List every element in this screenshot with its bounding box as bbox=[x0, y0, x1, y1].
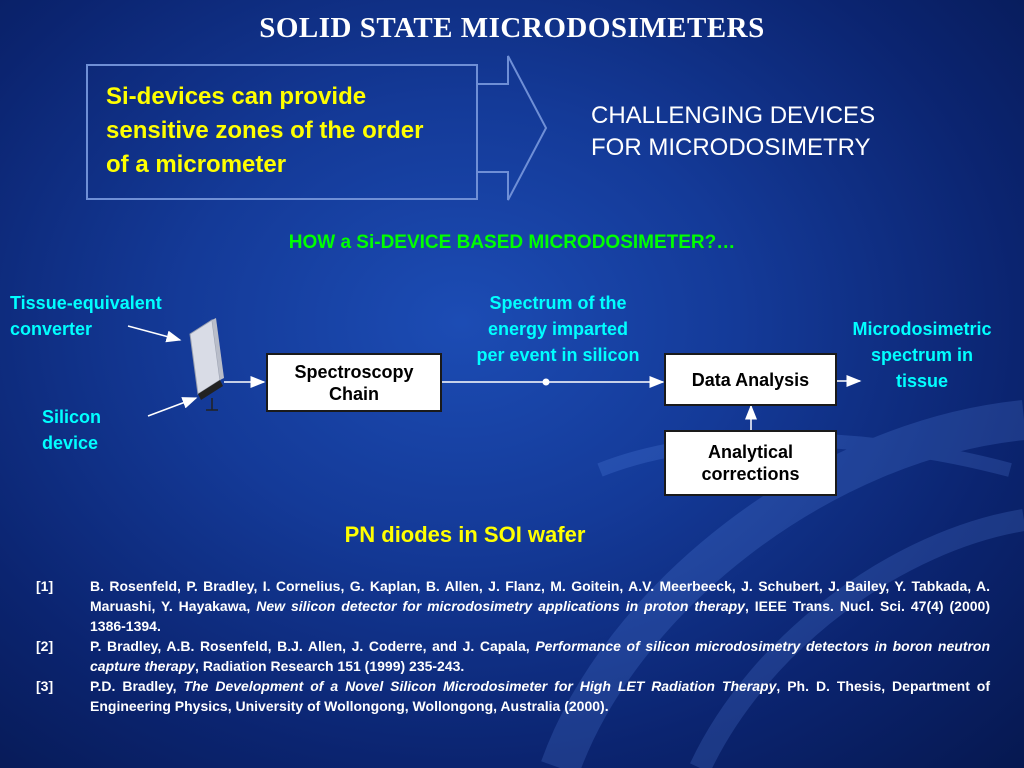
detector-device-icon bbox=[190, 318, 224, 410]
analytical-line-2: corrections bbox=[701, 464, 800, 484]
spectrum-label-line-2: energy imparted bbox=[487, 319, 629, 339]
micro-label-line-2: spectrum in bbox=[870, 345, 974, 365]
reference-item bbox=[36, 676, 990, 716]
reference-number: [1] bbox=[36, 578, 54, 594]
analytical-corrections-box bbox=[664, 430, 837, 496]
data-analysis-box: Data Analysis bbox=[664, 353, 837, 406]
challenge-line-1: CHALLENGING DEVICES bbox=[591, 102, 876, 129]
silicon-label-line-1: Silicon bbox=[42, 407, 102, 427]
reference-source: , Radiation Research 151 (1999) 235-243. bbox=[195, 658, 465, 674]
converter-label bbox=[10, 290, 162, 342]
question-heading: HOW a Si-DEVICE BASED MICRODOSIMETER?… bbox=[288, 232, 736, 253]
spectroscopy-line-1: Spectroscopy bbox=[294, 361, 414, 382]
spectroscopy-line-2: Chain bbox=[328, 383, 379, 404]
challenge-line-2: FOR MICRODOSIMETRY bbox=[591, 134, 871, 161]
reference-authors: B. Rosenfeld, P. Bradley, I. Cornelius, G. Kaplan, B. Allen, J. Flanz, M. Goitein, A.V. Meerbeeck, J. Schubert, J. Bailey, Y. Tabkada, A. Maruashi, Y. Hayakawa, bbox=[90, 578, 990, 614]
silicon-label-line-2: device bbox=[42, 433, 99, 453]
reference-authors: P. Bradley, A.B. Rosenfeld, B.J. Allen, J. Coderre, and J. Capala, bbox=[90, 638, 530, 654]
reference-source: , IEEE Trans. Nucl. Sci. 47(4) (2000) 1386-1394. bbox=[90, 598, 990, 634]
callout-text: Si-devices can provide sensitive zones of the order of a micrometer bbox=[106, 83, 424, 178]
spectrum-point-icon bbox=[543, 379, 550, 386]
microdosimetric-label bbox=[826, 316, 1018, 394]
converter-label-line-2: converter bbox=[10, 319, 93, 339]
spectrum-label bbox=[450, 290, 666, 368]
reference-authors: P.D. Bradley, bbox=[90, 678, 177, 694]
references-list bbox=[36, 576, 990, 716]
reference-item bbox=[36, 576, 990, 636]
reference-source: , Ph. D. Thesis, Department of Engineering Physics, University of Wollongong, Wollongong, Australia (2000). bbox=[90, 678, 991, 714]
challenge-text bbox=[591, 100, 971, 164]
reference-item bbox=[36, 636, 990, 676]
micro-label-line-1: Microdosimetric bbox=[852, 319, 992, 339]
analytical-line-1: Analytical bbox=[707, 442, 794, 462]
reference-number: [2] bbox=[36, 638, 54, 654]
micro-label-line-3: tissue bbox=[895, 371, 949, 391]
reference-text bbox=[90, 576, 990, 636]
reference-text bbox=[90, 636, 990, 676]
soi-subtitle: PN diodes in SOI wafer bbox=[344, 522, 586, 547]
spectrum-label-line-3: per event in silicon bbox=[476, 345, 640, 365]
slide-title: SOLID STATE MICRODOSIMETERS bbox=[259, 12, 765, 44]
reference-text bbox=[90, 676, 990, 716]
reference-title: The Development of a Novel Silicon Microdosimeter for High LET Radiation Therapy bbox=[183, 678, 777, 694]
reference-title: New silicon detector for microdosimetry applications in proton therapy bbox=[256, 598, 745, 614]
hollow-arrow-icon bbox=[478, 56, 546, 200]
converter-label-line-1: Tissue-equivalent bbox=[10, 293, 162, 313]
reference-number: [3] bbox=[36, 678, 54, 694]
silicon-pointer-arrow bbox=[148, 398, 196, 416]
reference-title: Performance of silicon microdosimetry detectors in boron neutron capture therapy bbox=[90, 638, 991, 674]
silicon-label bbox=[42, 404, 101, 456]
spectroscopy-chain-box bbox=[266, 353, 442, 412]
spectrum-label-line-1: Spectrum of the bbox=[489, 293, 627, 313]
